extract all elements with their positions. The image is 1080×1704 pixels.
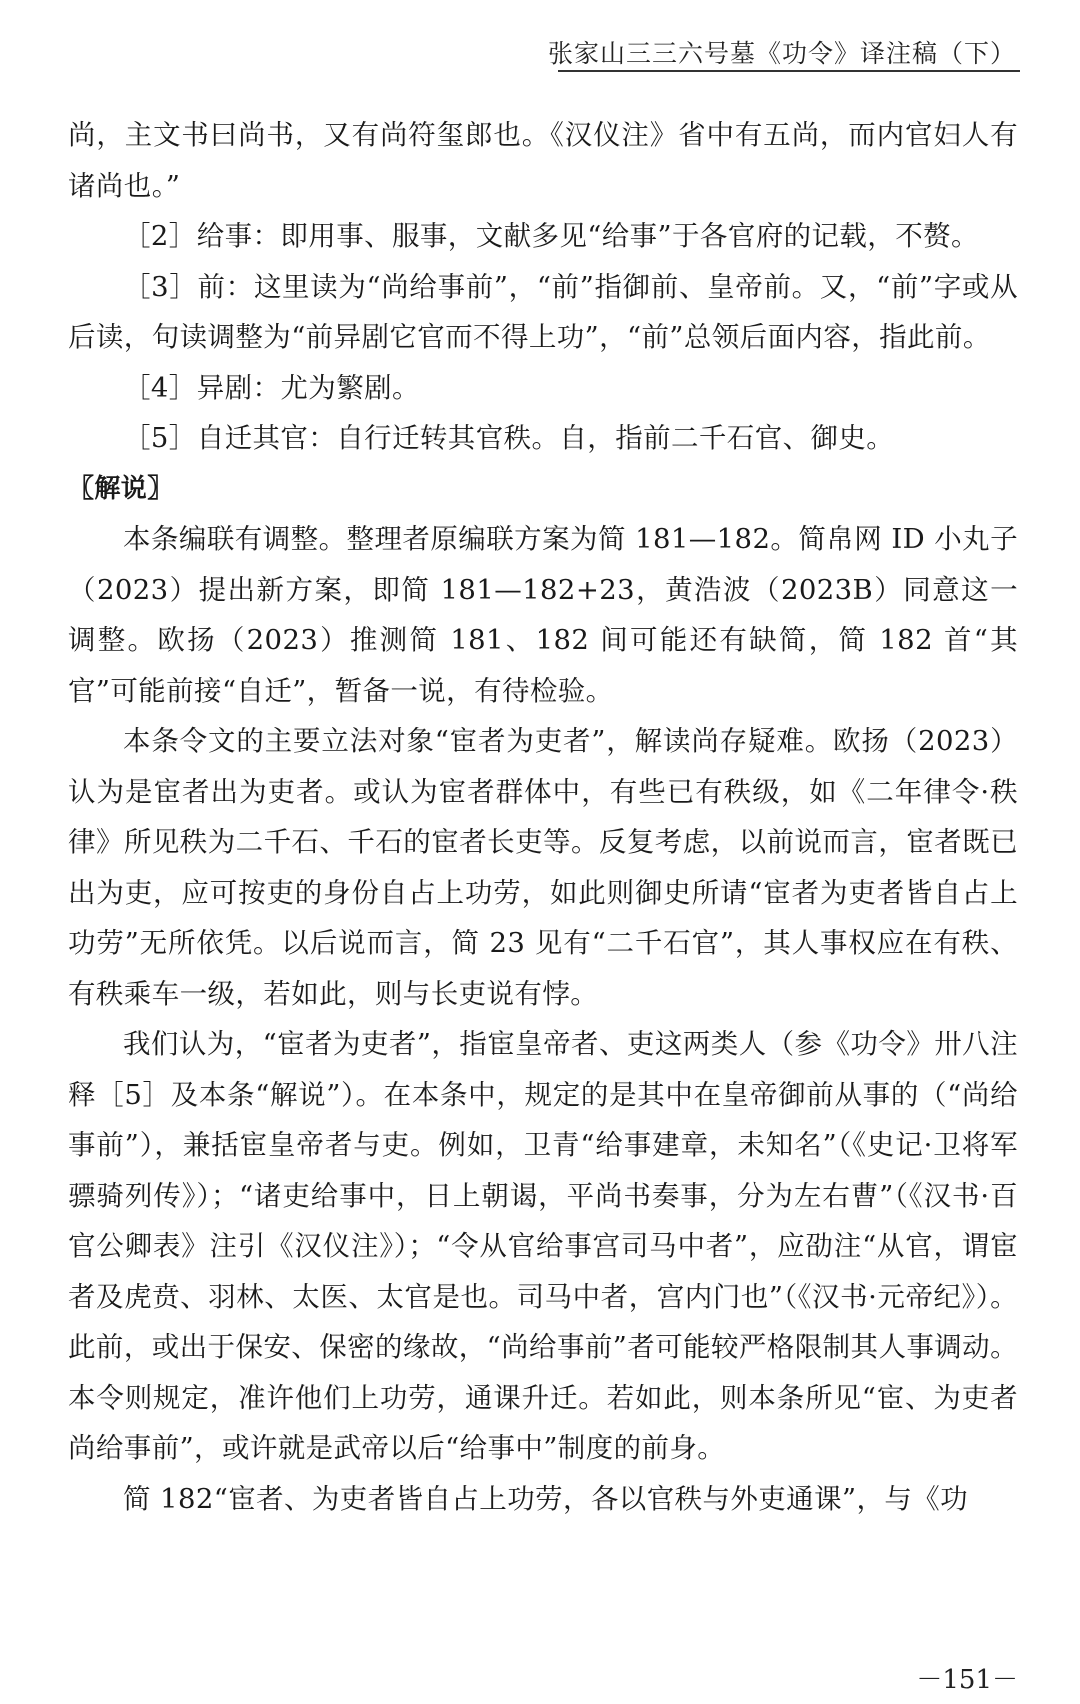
running-title: 张家山三三六号墓《功令》译注稿（下） [547, 39, 1016, 68]
commentary-paragraph: 本条编联有调整。整理者原编联方案为简 181—182。简帛网 ID 小丸子（2023）提出新方案，即简 181—182+23，黄浩波（2023B）同意这一调整。欧扬（2023）推测简 181、182 间可能还有缺简，简 182 首“其官”可能前接“自迁”，暂备一说，有待检验。 [68, 523, 1018, 707]
commentary-paragraph: 我们认为，“宦者为吏者”，指宦皇帝者、吏这两类人（参《功令》卅八注释［5］及本条“解说”）。在本条中，规定的是其中在皇帝御前从事的（“尚给事前”），兼括宦皇帝者与吏。例如，卫青“给事建章，未知名”（《史记·卫将军骠骑列传》）；“诸吏给事中，日上朝谒，平尚书奏事，分为左右曹”（《汉书·百官公卿表》注引《汉仪注》）；“令从官给事宫司马中者”，应劭注“从官，谓宦者及虎贲、羽林、太医、太官是也。司马中者，宫内门也”（《汉书·元帝纪》）。此前，或出于保安、保密的缘故，“尚给事前”者可能较严格限制其人事调动。本令则规定，准许他们上功劳，通课升迁。若如此，则本条所见“宦、为吏者尚给事前”，或许就是武帝以后“给事中”制度的前身。 [68, 1028, 1018, 1464]
note-4: ［4］异剧：尤为繁剧。 [123, 371, 420, 404]
commentary-paragraph: 本条令文的主要立法对象“宦者为吏者”，解读尚存疑难。欧扬（2023）认为是宦者出为吏者。或认为宦者群体中，有些已有秩级，如《二年律令·秩律》所见秩为二千石、千石的宦者长吏等。反复考虑，以前说而言，宦者既已出为吏，应可按吏的身份自占上功劳，如此则御史所请“宦者为吏者皆自占上功劳”无所依凭。以后说而言，简 23 见有“二千石官”，其人事权应在有秩、有秩乘车一级，若如此，则与长吏说有悖。 [68, 725, 1018, 1010]
note-3: ［3］前：这里读为“尚给事前”，“前”指御前、皇帝前。又，“前”字或从后读，句读调整为“前异剧它官而不得上功”，“前”总领后面内容，指此前。 [68, 270, 1018, 353]
page-body [68, 110, 1018, 1524]
note-2: ［2］给事：即用事、服事，文献多见“给事”于各官府的记载，不赘。 [123, 220, 979, 252]
continuation-paragraph: 尚，主文书曰尚书，又有尚符玺郎也。《汉仪注》省中有五尚，而内官妇人有诸尚也。” [68, 119, 1018, 202]
commentary-paragraph: 简 182“宦者、为吏者皆自占上功劳，各以官秩与外吏通课”，与《功 [123, 1482, 969, 1515]
header-rule [558, 70, 1020, 72]
section-title: 〖解说〗 [68, 473, 174, 504]
page-number: －151－ [916, 1665, 1018, 1695]
note-5: ［5］自迁其官：自行迁转其官秩。自，指前二千石官、御史。 [123, 422, 895, 454]
